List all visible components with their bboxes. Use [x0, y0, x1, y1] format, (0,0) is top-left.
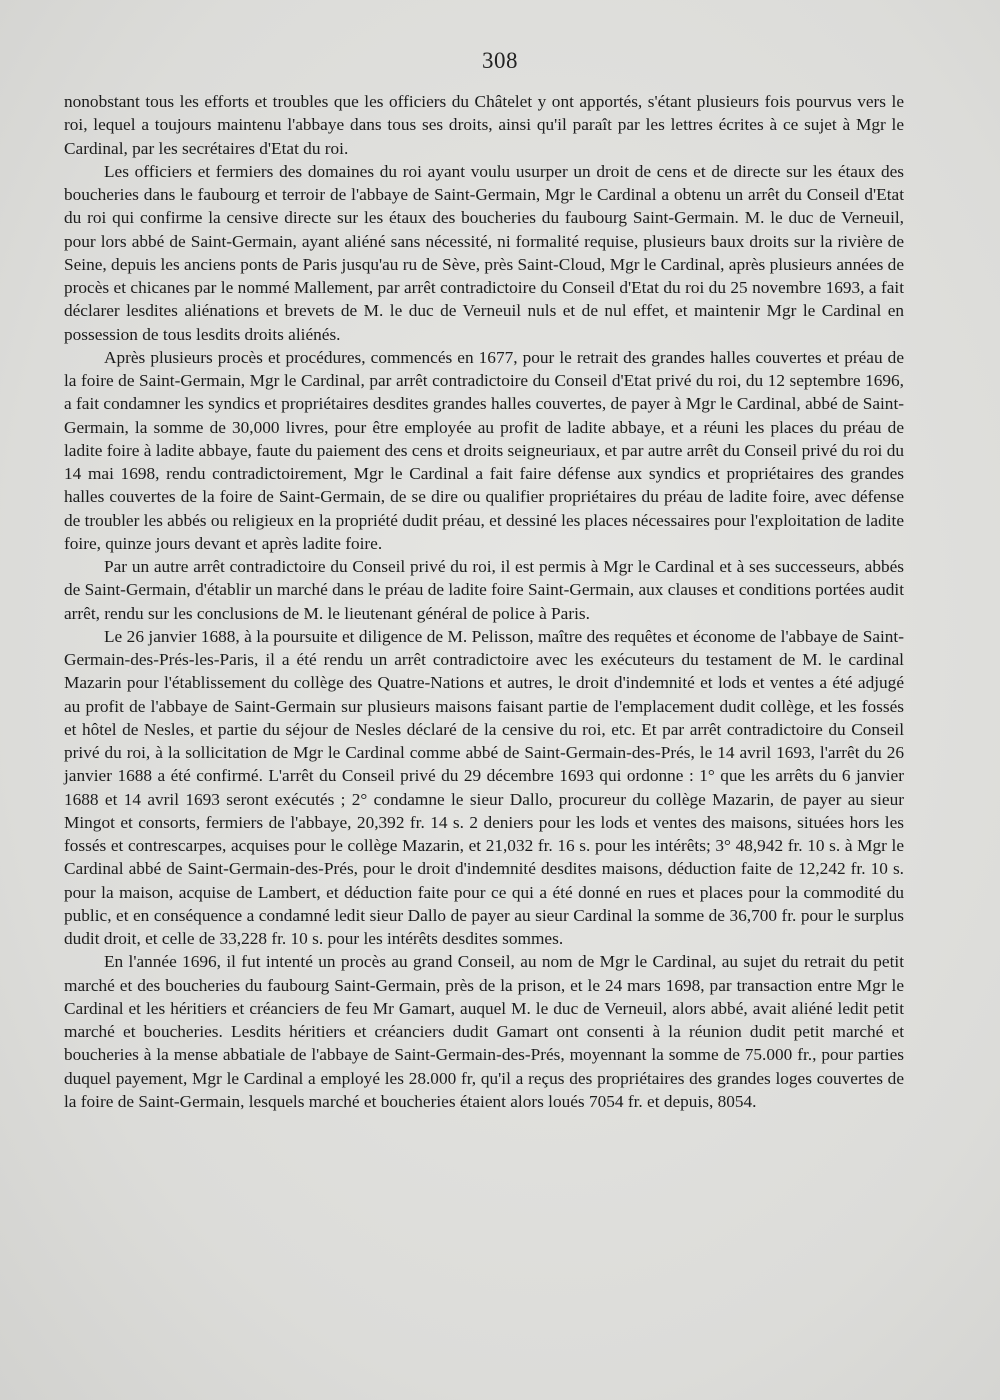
paragraph-5: Le 26 janvier 1688, à la poursuite et diligence de M. Pelisson, maître des requêtes et économe de l'abbaye de Saint-Germain-des-Prés-les-Paris, il a été rendu un arrêt contradictoire avec les exécuteurs du testament de M. le cardinal Mazarin pour l'établissement du collège des Quatre-Nations et autres, le droit d'indemnité et lods et ventes a été adjugé au profit de l'abbaye de Saint-Germain sur plusieurs maisons faisant partie de l'emplacement dudit collège, et les fossés et hôtel de Nesles, et partie du séjour de Nesles déclaré de la censive du roi, etc. Et par arrêt contradictoire du Conseil privé du roi, à la sollicitation de Mgr le Cardinal comme abbé de Saint-Germain-des-Prés, le 14 avril 1693, l'arrêt du 26 janvier 1688 a été confirmé. L'arrêt du Conseil privé du 29 décembre 1693 qui ordonne : 1° que les arrêts du 6 janvier 1688 et 14 avril 1693 seront exécutés ; 2° condamne le sieur Dallo, procureur du collège Mazarin, de payer au sieur Mingot et consorts, fermiers de l'abbaye, 20,392 fr. 14 s. 2 deniers pour les lods et ventes des maisons, situées hors les fossés et contrescarpes, acquises pour le collège Mazarin, et 21,032 fr. 16 s. pour les intérêts; 3° 48,942 fr. 10 s. à Mgr le Cardinal abbé de Saint-Germain-des-Prés, pour le droit d'indemnité desdites maisons, déduction faite de 12,242 fr. 10 s. pour la maison, acquise de Lambert, et déduction faite pour ce qui a été donné en rues et places pour la commodité du public, et en conséquence a condamné ledit sieur Dallo de payer au sieur Cardinal la somme de 36,700 fr. pour le surplus dudit droit, et celle de 33,228 fr. 10 s. pour les intérêts desdites sommes. — [64, 626, 904, 948]
paragraph-2: Les officiers et fermiers des domaines du roi ayant voulu usurper un droit de cens et de directe sur les étaux des boucheries dans le faubourg et terroir de l'abbaye de Saint-Germain, Mgr le Cardinal a obtenu un arrêt du Conseil d'Etat du roi qui confirme la censive directe sur les étaux des boucheries du faubourg Saint-Germain. M. le duc de Verneuil, pour lors abbé de Saint-Germain, ayant aliéné sans nécessité, ni formalité requise, plusieurs baux droits sur la rivière de Seine, depuis les anciens ponts de Paris jusqu'au ru de Sève, près Saint-Cloud, Mgr le Cardinal, après plusieurs années de procès et chicanes par le nommé Mallement, par arrêt contradictoire du Conseil d'Etat du roi du 25 novembre 1693, a fait déclarer lesdites aliénations et brevets de M. le duc de Verneuil nuls et de nul effet, et maintenir Mgr le Cardinal en possession de tous lesdits droits aliénés. — [64, 161, 904, 344]
paragraph-6: En l'année 1696, il fut intenté un procès au grand Conseil, au nom de Mgr le Cardinal, au sujet du retrait du petit marché et des boucheries du faubourg Saint-Germain, près de la prison, et le 24 mars 1698, par transaction entre Mgr le Cardinal et les héritiers et créanciers de feu Mr Gamart, auquel M. le duc de Verneuil, alors abbé, avait aliéné ledit petit marché et boucheries. Lesdits héritiers et créanciers dudit Gamart ont consenti à la réunion dudit petit marché et boucheries à la mense abbatiale de l'abbaye de Saint-Germain-des-Prés, moyennant la somme de 75.000 fr., pour parties duquel payement, Mgr le Cardinal a employé les 28.000 fr, qu'il a reçus des propriétaires des grandes loges couvertes de la foire de Saint-Germain, lesquels marché et boucheries étaient alors loués 7054 fr. et depuis, 8054. — [64, 952, 904, 1111]
paragraph-4: Par un autre arrêt contradictoire du Conseil privé du roi, il est permis à Mgr le Cardinal et à ses successeurs, abbés de Saint-Germain, d'établir un marché dans le préau de ladite foire Saint-Germain, aux clauses et conditions portées audit arrêt, rendu sur les conclusions de M. le lieutenant général de police à Paris. — [64, 557, 904, 623]
body-text — [64, 90, 904, 1113]
paragraph-1: nonobstant tous les efforts et troubles que les officiers du Châtelet y ont apportés, s'étant plusieurs fois pourvus vers le roi, lequel a toujours maintenu l'abbaye dans tous ses droits, ainsi qu'il paraît par les lettres écrites à ce sujet à Mgr le Cardinal, par les secrétaires d'Etat du roi. — [64, 92, 904, 158]
paragraph-3: Après plusieurs procès et procédures, commencés en 1677, pour le retrait des grandes halles couvertes et préau de la foire de Saint-Germain, Mgr le Cardinal, par arrêt contradictoire du Conseil d'Etat privé du roi, du 12 septembre 1696, a fait condamner les syndics et propriétaires desdites grandes halles couvertes, de payer à Mgr le Cardinal, abbé de Saint-Germain, la somme de 30,000 livres, pour être employée au profit de ladite abbaye, et a réuni les places du préau de ladite foire à ladite abbaye, faute du paiement des cens et droits seigneuriaux, et par autre arrêt du Conseil privé du roi du 14 mai 1698, rendu contradictoirement, Mgr le Cardinal a fait faire défense aux syndics et propriétaires des grandes halles couvertes de la foire de Saint-Germain, de se dire ou qualifier propriétaires du préau de ladite foire, avec défense de troubler les abbés ou religieux en la propriété dudit préau, et dessiné les places nécessaires pour l'exploitation de ladite foire, quinze jours devant et après ladite foire. — [64, 347, 905, 553]
page-number: 308 — [482, 48, 518, 73]
